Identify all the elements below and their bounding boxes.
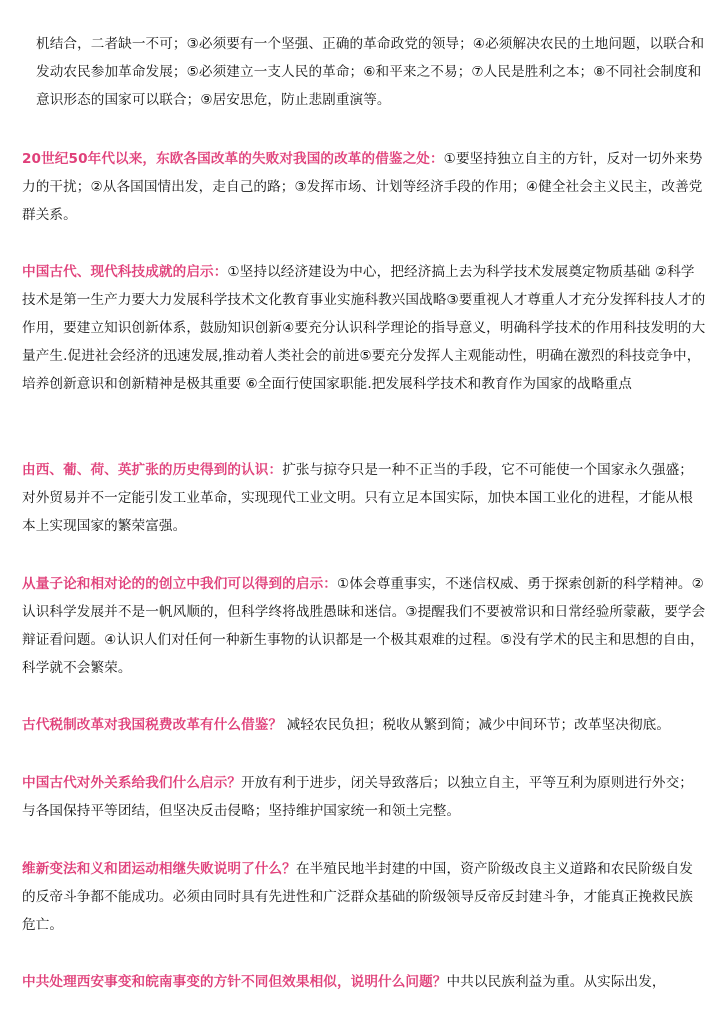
paragraph-quantum-relativity: [22, 570, 706, 682]
paragraph-text: ①要坚持独立自主的方针，反对一切外来势力的干扰；②从各国国情出发，走自己的路；③发挥市场、计划等经济手段的作用；④健全社会主义民主，改善党群关系。: [22, 151, 703, 223]
paragraph-foreign-relations: [22, 769, 706, 825]
paragraph-heading: 20世纪50年代以来，东欧各国改革的失败对我国的改革的借鉴之处：: [22, 151, 444, 167]
paragraph-text: 中共以民族利益为重。从实际出发，: [446, 974, 666, 990]
paragraph-heading: 从量子论和相对论的的创立中我们可以得到的启示：: [22, 576, 337, 592]
paragraph-text: 扩张与掠夺只是一种不正当的手段，它不可能使一个国家永久强盛；对外贸易并不一定能引发工业革命，实现现代工业文明。只有立足本国实际，加快本国工业化的进程，才能从根本上实现国家的繁荣富强。: [22, 462, 693, 534]
paragraph-text: 在半殖民地半封建的中国，资产阶级改良主义道路和农民阶级自发的反帝斗争都不能成功。必须由同时具有先进性和广泛群众基础的阶级领导反帝反封建斗争，才能真正挽救民族危亡。: [22, 861, 693, 933]
paragraph-reform-failure: [22, 855, 706, 939]
paragraph-text: ①坚持以经济建设为中心，把经济搞上去为科学技术发展奠定物质基础 ②科学技术是第一生产力要大力发展科学技术文化教育事业实施科教兴国战略③要重视人才尊重人才充分发挥科技人才的作用，要建立知识创新体系，鼓励知识创新④要充分认识科学理论的指导意义，明确科学技术的作用科技发明的大量产生.促进社会经济的迅速发展,推动着人类社会的前进⑤要充分发挥人主观能动性，明确在激烈的科技竞争中，培养创新意识和创新精神是极其重要 ⑥全面行使国家职能.把发展科学技术和教育作为国家的战略重点: [22, 264, 706, 392]
paragraph-text: ①体会尊重事实，不迷信权威、勇于探索创新的科学精神。②认识科学发展并不是一帆风顺的，但科学终将战胜愚昧和迷信。③提醒我们不要被常识和日常经验所蒙蔽，要学会辩证看问题。④认识人们对任何一种新生事物的认识都是一个极其艰难的过程。⑤没有学术的民主和思想的自由，科学就不会繁荣。: [22, 576, 706, 676]
paragraph-text: 开放有利于进步，闭关导致落后；以独立自主，平等互利为原则进行外交；与各国保持平等团结，但坚决反击侵略；坚持维护国家统一和领土完整。: [22, 775, 694, 819]
paragraph-heading: 维新变法和义和团运动相继失败说明了什么？: [22, 861, 296, 877]
paragraph-heading: 由西、葡、荷、英扩张的历史得到的认识：: [22, 462, 283, 478]
paragraph-text: 机结合，二者缺一不可；③必须要有一个坚强、正确的革命政党的领导；④必须解决农民的土地问题，以联合和发动农民参加革命发展；⑤必须建立一支人民的革命；⑥和平来之不易；⑦人民是胜利之本；⑧不同社会制度和意识形态的国家可以联合；⑨居安思危，防止悲剧重演等。: [36, 36, 705, 108]
paragraph-text: 减轻农民负担；税收从繁到简；减少中间环节；改革坚决彻底。: [282, 717, 671, 733]
paragraph-heading: 中共处理西安事变和皖南事变的方针不同但效果相似，说明什么问题？: [22, 974, 447, 990]
paragraph-continuation: [36, 30, 706, 114]
paragraph-heading: 古代税制改革对我国税费改革有什么借鉴？: [22, 717, 283, 733]
paragraph-eastern-europe-reform: [22, 145, 706, 229]
paragraph-heading: 中国古代、现代科技成就的启示：: [22, 264, 228, 280]
paragraph-science-tech: [22, 258, 706, 398]
paragraph-colonial-expansion: [22, 456, 706, 540]
paragraph-tax-reform: [22, 711, 706, 739]
paragraph-heading: 中国古代对外关系给我们什么启示？: [22, 775, 242, 791]
paragraph-xian-wannan: [22, 968, 706, 996]
